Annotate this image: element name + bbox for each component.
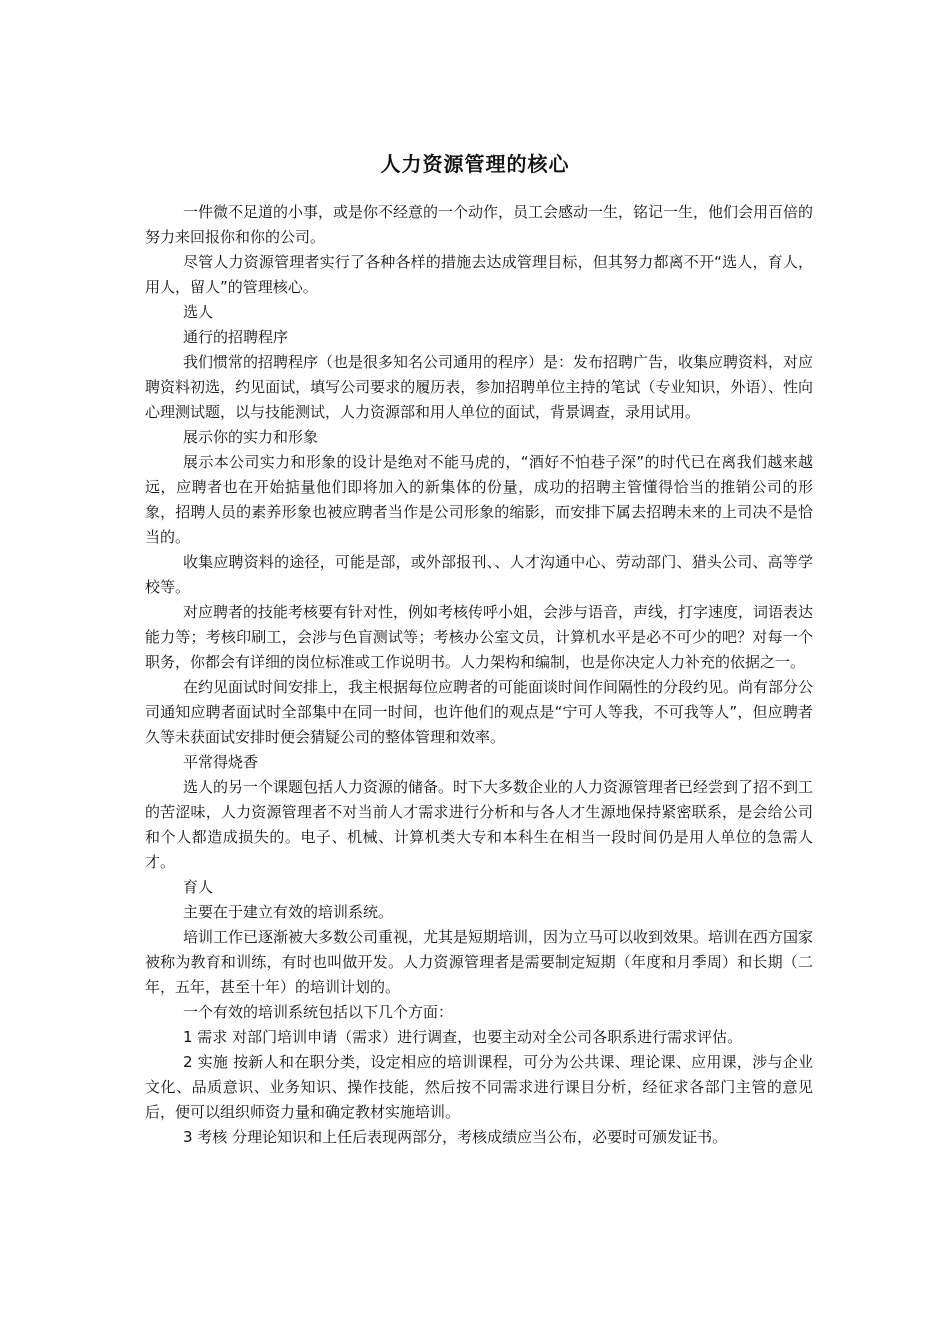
paragraph: 在约见面试时间安排上，我主根据每位应聘者的可能面谈时间作间隔性的分段约见。尚有部分公司通知应聘者面试时全部集中在同一时间，也许他们的观点是“宁可人等我，不可我等人”，但应聘者久等未获面试安排时便会猜疑公司的整体管理和效率。 [145,678,814,746]
paragraph: 尽管人力资源管理者实行了各种各样的措施去达成管理目标，但其努力都离不开“选人，育人，用人，留人”的管理核心。 [145,253,813,296]
paragraph: 选人的另一个课题包括人力资源的储备。时下大多数企业的人力资源管理者已经尝到了招不到工的苦涩味，人力资源管理者不对当前人才需求进行分析和与各人才生源地保持紧密联系，是会给公司和个人都造成损失的。电子、机械、计算机类大专和本科生在相当一段时间仍是用人单位的急需人才。 [145,778,814,871]
document-body [145,200,813,1150]
paragraph: 对应聘者的技能考核要有针对性，例如考核传呼小姐，会涉与语音，声线，打字速度，词语表达能力等；考核印刷工，会涉与色盲测试等；考核办公室文员，计算机水平是必不可少的吧？对每一个职务，你都会有详细的岗位标准或工作说明书。人力架构和编制，也是你决定人力补充的依据之一。 [145,603,814,671]
paragraph: 主要在于建立有效的培训系统。 [183,903,394,921]
section-heading: 选人 [183,303,214,321]
paragraph: 收集应聘资料的途径，可能是部，或外部报刊、、人才沟通中心、劳动部门、猎头公司、高等学校等。 [145,553,813,596]
paragraph: 一件微不足道的小事，或是你不经意的一个动作，员工会感动一生，铭记一生，他们会用百倍的努力来回报你和你的公司。 [145,203,814,246]
paragraph: 展示本公司实力和形象的设计是绝对不能马虎的，“酒好不怕巷子深”的时代已在离我们越来越远，应聘者也在开始掂量他们即将加入的新集体的份量，成功的招聘主管懂得恰当的推销公司的形象，招聘人员的素养形象也被应聘者当作是公司形象的缩影，而安排下属去招聘未来的上司决不是恰当的。 [145,453,813,546]
list-item: 3 考核 分理论知识和上任后表现两部分，考核成绩应当公布，必要时可颁发证书。 [183,1128,728,1146]
section-heading: 育人 [183,878,214,896]
paragraph: 一个有效的培训系统包括以下几个方面： [183,1003,454,1021]
subsection-heading: 平常得烧香 [183,753,259,771]
document-title: 人力资源管理的核心 [380,152,570,176]
subsection-heading: 通行的招聘程序 [183,328,289,346]
paragraph: 我们惯常的招聘程序（也是很多知名公司通用的程序）是：发布招聘广告，收集应聘资料，对应聘资料初选，约见面试，填写公司要求的履历表，参加招聘单位主持的笔试（专业知识，外语）、性向心理测试题，以与技能测试，人力资源部和用人单位的面试，背景调查，录用试用。 [145,353,814,421]
paragraph: 培训工作已逐渐被大多数公司重视，尤其是短期培训，因为立马可以收到效果。培训在西方国家被称为教育和训练，有时也叫做开发。人力资源管理者是需要制定短期（年度和月季周）和长期（二年，五年，甚至十年）的培训计划的。 [145,928,814,996]
subsection-heading: 展示你的实力和形象 [183,428,319,446]
list-item: 2 实施 按新人和在职分类，设定相应的培训课程，可分为公共课、理论课、应用课，涉与企业文化、品质意识、业务知识、操作技能，然后按不同需求进行课目分析，经征求各部门主管的意见后，便可以组织师资力量和确定教材实施培训。 [145,1053,813,1121]
list-item: 1 需求 对部门培训申请（需求）进行调查，也要主动对全公司各职系进行需求评估。 [183,1028,743,1046]
